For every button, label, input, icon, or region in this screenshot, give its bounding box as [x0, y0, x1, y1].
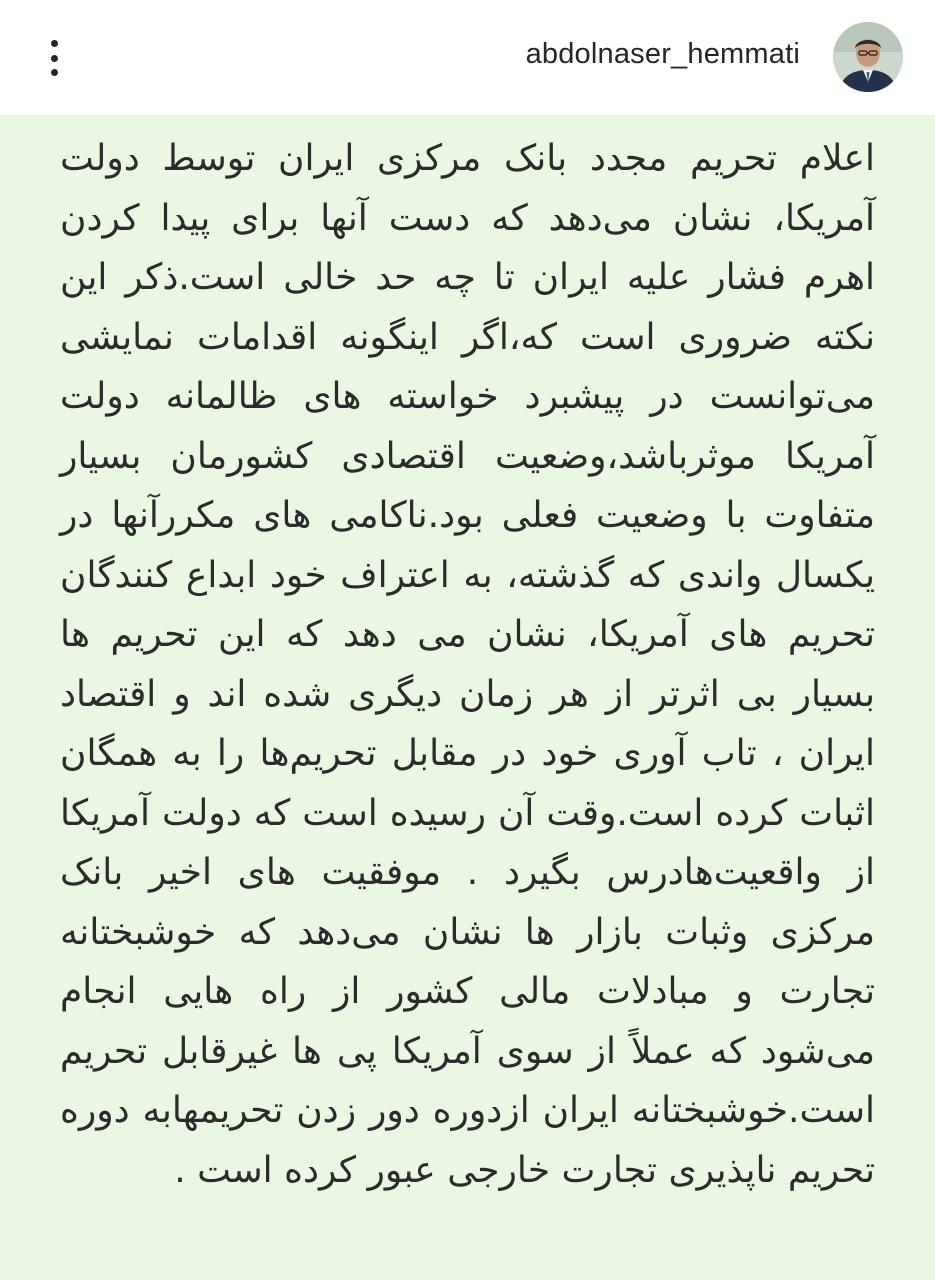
more-vertical-icon: [51, 40, 58, 47]
more-options-button[interactable]: [36, 36, 72, 80]
profile-photo-icon: [833, 22, 903, 92]
more-vertical-icon-dot: [51, 55, 58, 62]
avatar[interactable]: [833, 22, 903, 92]
more-vertical-icon-dot: [51, 69, 58, 76]
caption-area: [0, 115, 935, 1280]
post-header: [0, 0, 935, 115]
profile-username[interactable]: abdolnaser_hemmati: [525, 38, 800, 70]
post-caption: اعلام تحریم مجدد بانک مرکزی ایران توسط دولت آمریکا، نشان می‌دهد که دست آنها برای پیدا کردن اهرم فشار علیه ایران تا چه حد خالی است.ذکر این نکته ضروری است که،اگر اینگونه اقدامات نمایشی می‌توانست در پیشبرد خواسته های ظالمانه دولت آمریکا موثرباشد،وضعیت اقتصادی کشورمان بسیار متفاوت با وضعیت فعلی بود.ناکامی های مکررآنها در یکسال واندی که گذشته، به اعتراف خود ابداع کنندگان تحریم های آمریکا، نشان می دهد که این تحریم ها بسیار بی اثرتر از هر زمان دیگری شده اند و اقتصاد ایران ، تاب آوری خود در مقابل تحریم‌ها را به همگان اثبات کرده است.وقت آن رسیده است که دولت آمریکا از واقعیت‌هادرس بگیرد . موفقیت های اخیر بانک مرکزی وثبات بازار ها نشان می‌دهد که خوشبختانه تجارت و مبادلات مالی کشور از راه هایی انجام می‌شود که عملاً از سوی آمریکا پی ها غیرقابل تحریم است.خوشبختانه ایران ازدوره دور زدن تحریمهابه دوره تحریم ناپذیری تجارت خارجی عبور کرده است .: [60, 138, 875, 1191]
